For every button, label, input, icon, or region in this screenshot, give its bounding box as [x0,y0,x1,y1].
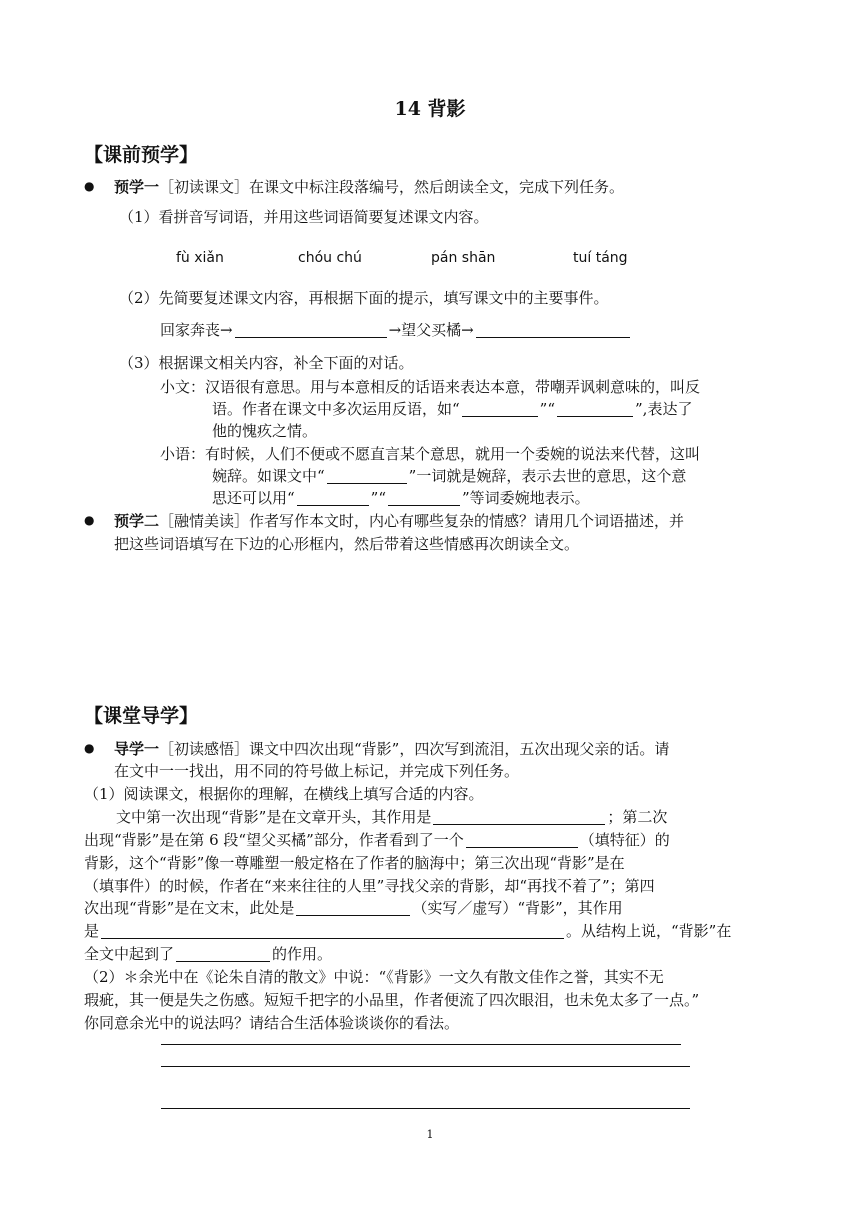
pinyin-1: fù xiǎn [176,250,224,266]
section-heading-class: 【课堂导学】 [84,705,199,727]
section-heading-pre: 【课前预学】 [84,144,199,166]
question-3: （3）根据课文相关内容，补全下面的对话。 [119,354,414,372]
para-line-3: 背影，这个“背影”像一尊雕塑一般定格在了作者的脑海中；第三次出现“背影”是在 [84,854,625,872]
pinyin-3: pán shān [431,250,496,266]
class-question-2-line-2: 瑕疵，其一便是失之伤感。短短千把字的小品里，作者便流了四次眼泪，也未免太多了一点。” [84,991,700,1009]
event-chain: 回家奔丧→ →望父买橘→ [160,319,632,340]
task-pre-2-line-1: 预学二［融情美读］作者写作本文时，内心有哪些复杂的情感？请用几个词语描述，并 [114,512,685,530]
para-line-4: （填事件）的时候，作者在“来来往往的人里”寻找父亲的背影，却“再找不着了”；第四 [84,877,655,895]
task-class-1-line-1: 导学一［初读感悟］课文中四次出现“背影”，四次写到流泪，五次出现父亲的话。请 [114,740,670,758]
question-1: （1）看拼音写词语，并用这些词语简要复述课文内容。 [119,208,489,226]
dialogue-xiaoyu-line-3: 思还可以用“ ”“ ”等词委婉地表示。 [212,489,590,507]
task-label: 预学二 [114,512,160,530]
dialogue-xiaoyu-line-2: 婉辞。如课文中“ ”一词就是婉辞，表示去世的意思，这个意 [212,467,687,485]
task-class-1-line-2: 在文中一一找出，用不同的符号做上标记，并完成下列任务。 [114,762,520,780]
dialogue-xiaowen-line-2: 语。作者在课文中多次运用反语，如“ ”“ ”,表达了 [212,400,693,418]
task-pre-1 [114,176,624,197]
pinyin-2: chóu chú [298,250,362,266]
answer-line-3[interactable] [161,1108,690,1109]
class-question-1: （1）阅读课文，根据你的理解，在横线上填写合适的内容。 [84,785,484,803]
task-pre-2-line-2: 把这些词语填写在下边的心形框内，然后带着这些情感再次朗读全文。 [114,535,580,553]
euphemism-blank-2[interactable] [297,490,369,506]
structure-role-blank[interactable] [176,946,270,962]
dialogue-xiaowen-line-3: 他的愧疚之情。 [212,422,318,440]
class-question-2-line-3: 你同意余光中的说法吗？请结合生活体验谈谈你的看法。 [84,1014,460,1032]
irony-blank-2[interactable] [557,401,633,417]
bullet-icon: ● [84,741,95,755]
euphemism-blank-3[interactable] [388,490,460,506]
para-line-6: 是 。从结构上说，“背影”在 [84,922,732,940]
class-question-2-line-1: （2）＊余光中在《论朱自清的散文》中说：“《背影》一文久有散文佳作之誉，其实不无 [84,968,664,986]
real-or-virtual-blank[interactable] [296,900,410,916]
bullet-icon: ● [84,513,95,527]
pinyin-4: tuí táng [573,250,628,266]
page-title: 14 背影 [394,98,466,120]
para-line-5: 次出现“背影”是在文末，此处是 （实写／虚写）“背影”，其作用 [84,899,623,917]
question-2: （2）先简要复述课文内容，再根据下面的提示，填写课文中的主要事件。 [119,289,609,307]
task-label: 预学一 [114,178,160,196]
page-number: 1 [426,1128,434,1141]
para-line-2: 出现“背影”是在第 6 段“望父买橘”部分，作者看到了一个 （填特征）的 [84,831,670,849]
first-beiying-role-blank[interactable] [433,809,605,825]
task-text: ［初读课文］在课文中标注段落编号，然后朗读全文，完成下列任务。 [159,178,625,196]
euphemism-blank-1[interactable] [327,468,407,484]
bullet-icon: ● [84,179,95,193]
irony-blank-1[interactable] [462,401,538,417]
para-line-1: 文中第一次出现“背影”是在文章开头，其作用是 ；第二次 [116,808,668,826]
feature-blank[interactable] [466,832,578,848]
fourth-beiying-role-blank[interactable] [101,923,564,939]
para-line-7: 全文中起到了 的作用。 [84,945,333,963]
dialogue-xiaoyu-line-1: 小语：有时候，人们不便或不愿直言某个意思，就用一个委婉的说法来代替，这叫 [160,445,701,463]
task-label: 导学一 [114,740,160,758]
dialogue-xiaowen-line-1: 小文：汉语很有意思。用与本意相反的话语来表达本意，带嘲弄讽刺意味的，叫反 [160,378,701,396]
answer-line-2[interactable] [161,1066,690,1067]
event-blank-2[interactable] [476,322,630,338]
answer-line-1[interactable] [161,1044,681,1045]
event-blank-1[interactable] [235,322,387,338]
